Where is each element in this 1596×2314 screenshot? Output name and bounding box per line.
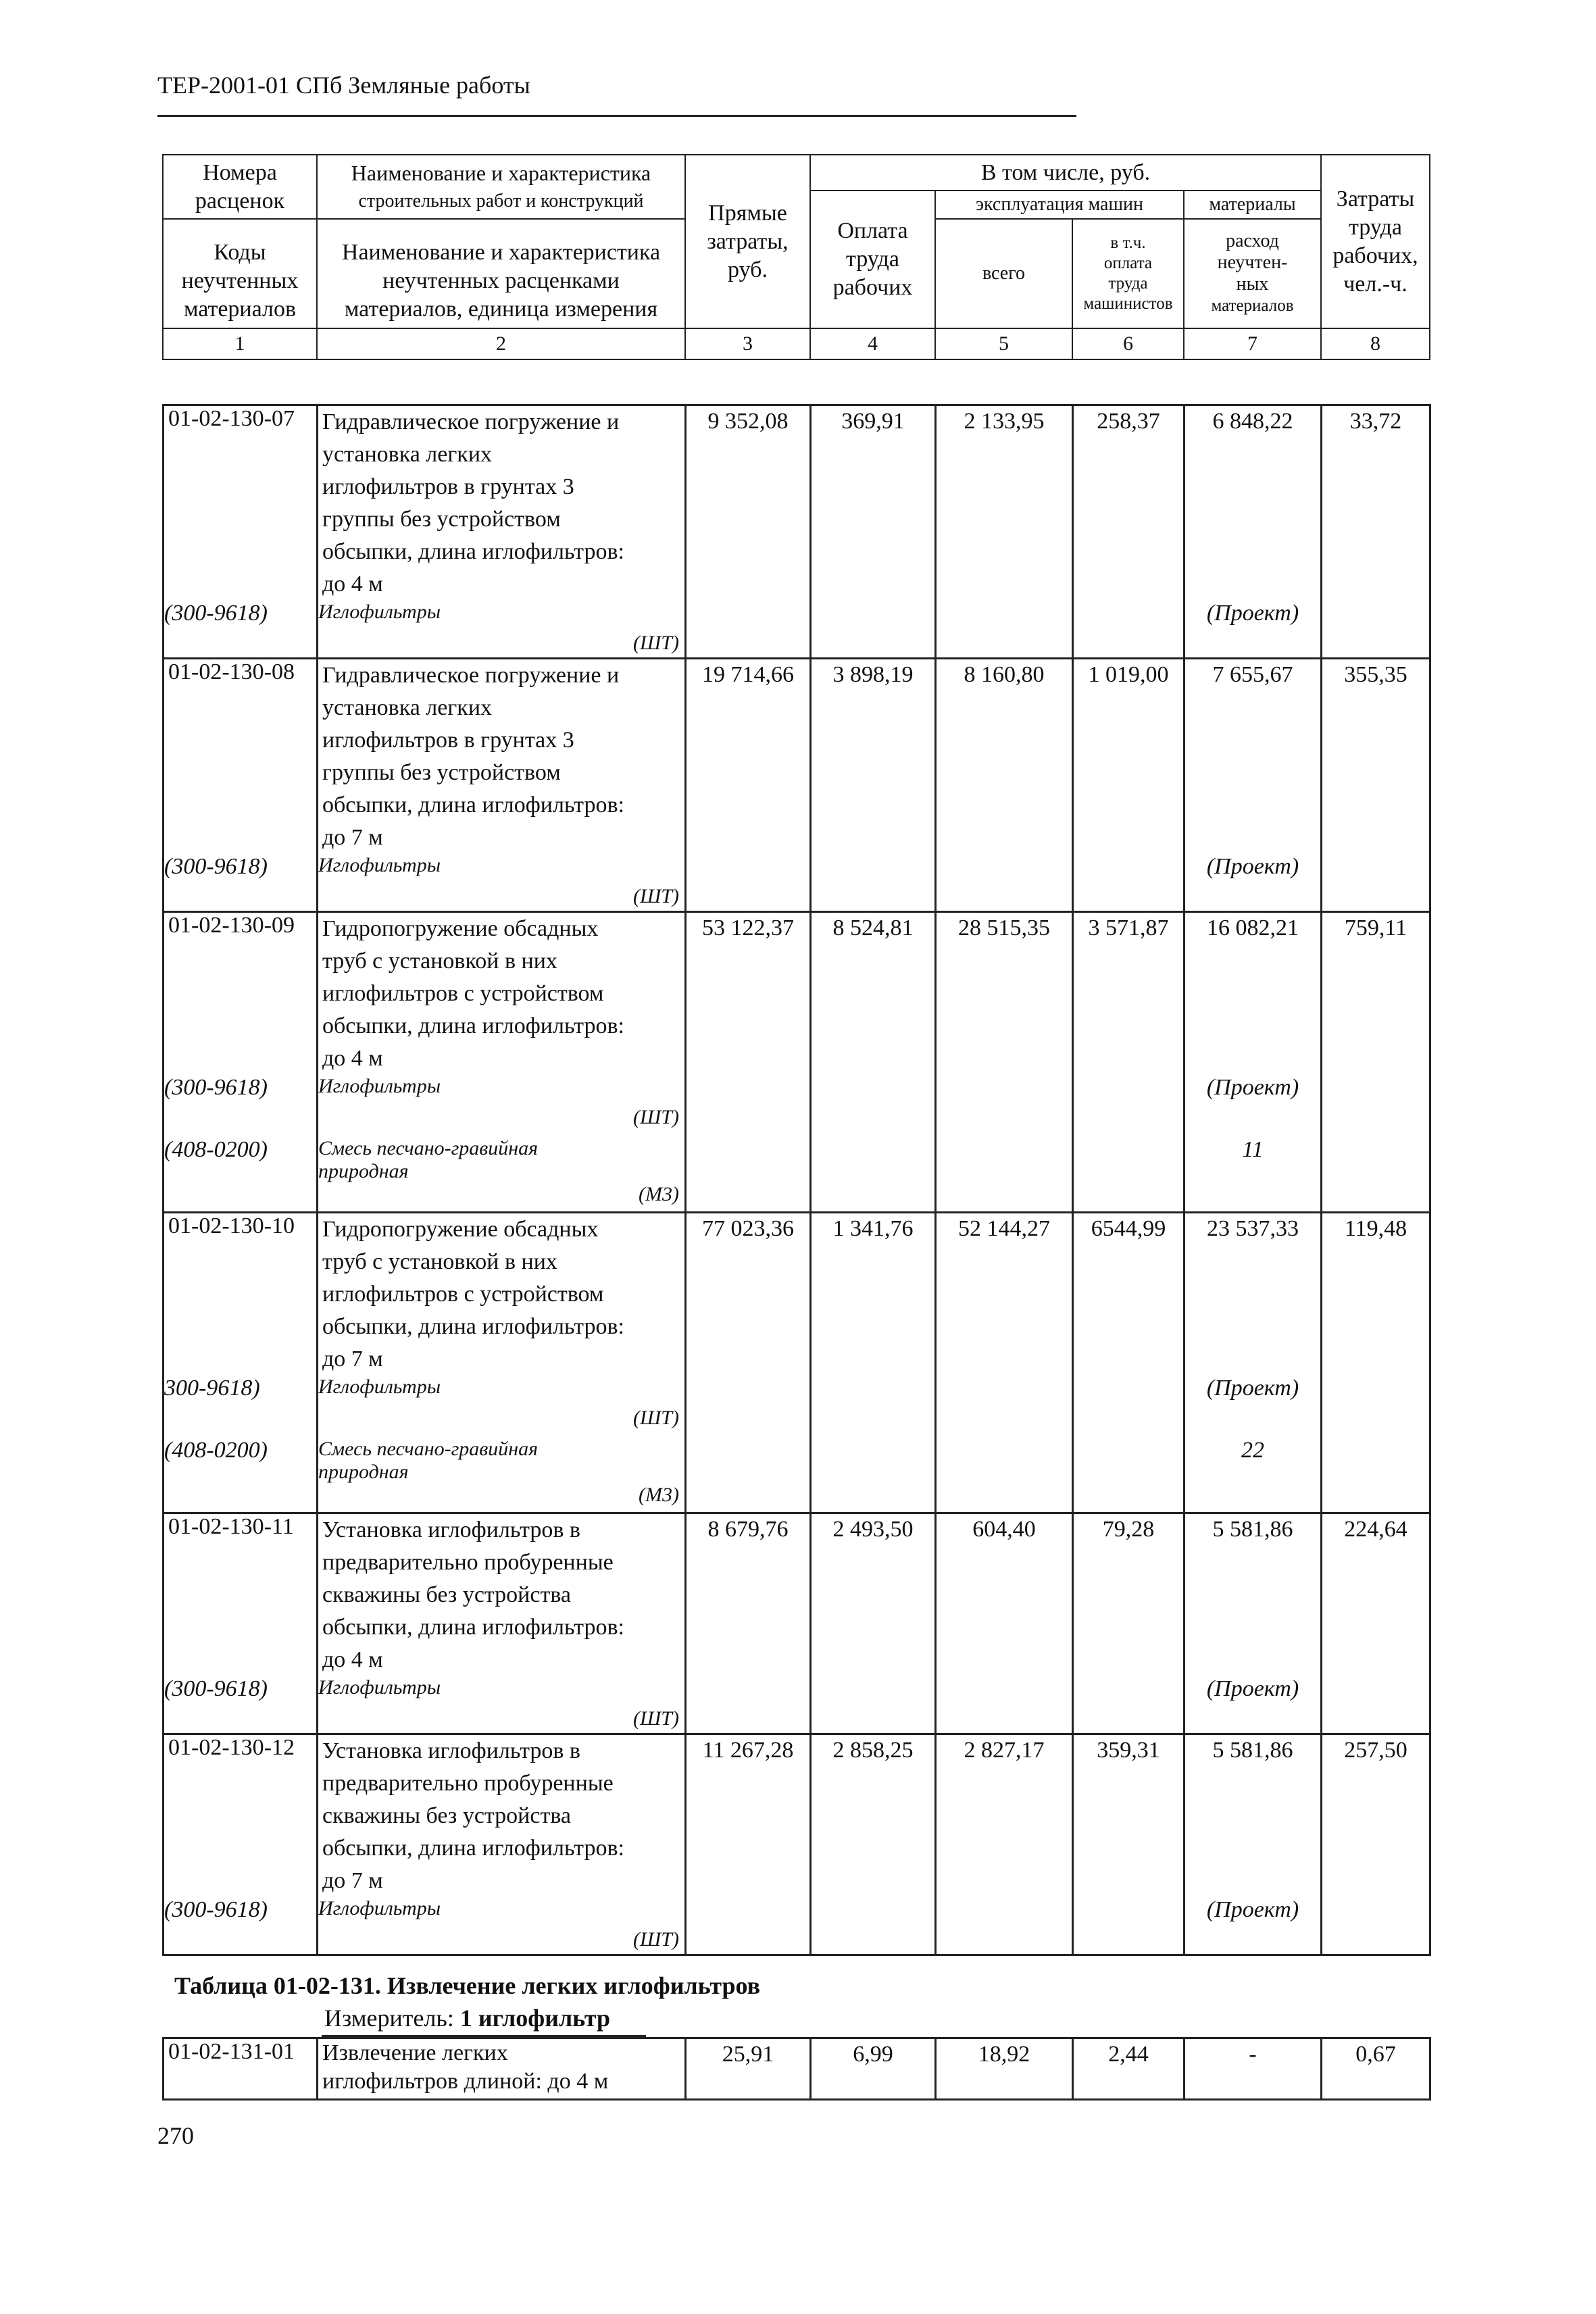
- rate-name: Гидропогружение обсадных труб с установкой в них иглофильтров с устройством обсыпки, длина иглофильтров: до 7 м: [318, 1213, 686, 1376]
- header-cell-group: В том числе, руб.: [810, 155, 1321, 191]
- rate-name: Извлечение легких иглофильтров длиной: до 4 м: [318, 2038, 686, 2100]
- labor-hours: 355,35: [1322, 659, 1430, 855]
- table-header: [162, 154, 1430, 360]
- materials-cost: 16 082,21: [1184, 912, 1322, 1076]
- material-row: [164, 601, 1430, 659]
- material-code: (300-9618): [164, 1075, 318, 1137]
- header-cell-labor-hours: Затраты труда рабочих, чел.-ч.: [1321, 155, 1430, 328]
- rate-name: Гидравлическое погружение и установка легких иглофильтров в грунтах 3 группы без устройством обсыпки, длина иглофильтров: до 4 м: [318, 405, 686, 601]
- rate-code: 01-02-131-01: [164, 2038, 318, 2100]
- operators-pay: 258,37: [1073, 405, 1184, 601]
- col-number: 3: [685, 328, 810, 359]
- header-cell-direct-costs: Прямые затраты, руб.: [685, 155, 810, 328]
- extraction-table: [162, 2037, 1431, 2101]
- header-cell-materials: материалы: [1184, 191, 1321, 219]
- labor-pay: 2 493,50: [811, 1513, 936, 1677]
- material-row: [164, 1075, 1430, 1137]
- col-number: 4: [810, 328, 935, 359]
- page-number: 270: [157, 2122, 194, 2149]
- table-row: [164, 1213, 1430, 1376]
- machines-total: 8 160,80: [936, 659, 1073, 855]
- document-header-title: ТЕР-2001-01 СПб Земляные работы: [157, 72, 530, 99]
- material-row: [164, 1438, 1430, 1513]
- header-cell-machines-total: всего: [935, 219, 1072, 328]
- operators-pay: 2,44: [1073, 2038, 1184, 2100]
- operators-pay: 3 571,87: [1073, 912, 1184, 1076]
- labor-pay: 369,91: [811, 405, 936, 601]
- material-row: [164, 1897, 1430, 1955]
- header-cell-material-name: Наименование и характеристика неучтенных расценками материалов, единица измерения: [317, 219, 685, 328]
- material-qty: (Проект): [1184, 854, 1322, 912]
- rate-code: 01-02-130-12: [164, 1734, 318, 1898]
- header-cell-operators-pay: в т.ч. оплата труда машинистов: [1072, 219, 1184, 328]
- material-code: (300-9618): [164, 854, 318, 912]
- table-row: [164, 1734, 1430, 1898]
- machines-total: 2 133,95: [936, 405, 1073, 601]
- material-name-cell: Иглофильтры (ШТ): [318, 1897, 686, 1955]
- material-code: (300-9618): [164, 1676, 318, 1734]
- col-number: 2: [317, 328, 685, 359]
- operators-pay: 359,31: [1073, 1734, 1184, 1898]
- direct-costs: 19 714,66: [686, 659, 811, 855]
- header-cell-work-name: Наименование и характеристика строительных работ и конструкций: [317, 155, 685, 219]
- table-row: [164, 2038, 1430, 2100]
- material-name-cell: Иглофильтры (ШТ): [318, 1676, 686, 1734]
- material-code: (408-0200): [164, 1137, 318, 1213]
- materials-cost: -: [1184, 2038, 1322, 2100]
- materials-cost: 5 581,86: [1184, 1734, 1322, 1898]
- direct-costs: 9 352,08: [686, 405, 811, 601]
- material-code: (300-9618): [164, 601, 318, 659]
- labor-pay: 3 898,19: [811, 659, 936, 855]
- material-qty: (Проект): [1184, 601, 1322, 659]
- machines-total: 18,92: [936, 2038, 1073, 2100]
- rate-code: 01-02-130-08: [164, 659, 318, 855]
- materials-cost: 7 655,67: [1184, 659, 1322, 855]
- header-cell-labor-pay: Оплата труда рабочих: [810, 191, 935, 328]
- col-number: 1: [163, 328, 317, 359]
- material-name-cell: Иглофильтры (ШТ): [318, 1075, 686, 1137]
- rate-code: 01-02-130-11: [164, 1513, 318, 1677]
- materials-cost: 5 581,86: [1184, 1513, 1322, 1677]
- machines-total: 604,40: [936, 1513, 1073, 1677]
- labor-hours: 33,72: [1322, 405, 1430, 601]
- rate-code: 01-02-130-10: [164, 1213, 318, 1376]
- materials-cost: 23 537,33: [1184, 1213, 1322, 1376]
- material-code: (300-9618): [164, 1897, 318, 1955]
- material-name-cell: Иглофильтры (ШТ): [318, 1376, 686, 1438]
- col-number: 6: [1072, 328, 1184, 359]
- material-qty: (Проект): [1184, 1897, 1322, 1955]
- labor-hours: 0,67: [1322, 2038, 1430, 2100]
- operators-pay: 6544,99: [1073, 1213, 1184, 1376]
- material-name-cell: Иглофильтры (ШТ): [318, 854, 686, 912]
- material-code: 300-9618): [164, 1376, 318, 1438]
- material-row: [164, 854, 1430, 912]
- col-number: 5: [935, 328, 1072, 359]
- measure-line: [324, 2004, 610, 2032]
- direct-costs: 53 122,37: [686, 912, 811, 1076]
- header-cell-materials-consumption: расход неучтен- ных материалов: [1184, 219, 1321, 328]
- direct-costs: 11 267,28: [686, 1734, 811, 1898]
- labor-hours: 257,50: [1322, 1734, 1430, 1898]
- rate-code: 01-02-130-09: [164, 912, 318, 1076]
- operators-pay: 79,28: [1073, 1513, 1184, 1677]
- material-row: [164, 1676, 1430, 1734]
- material-qty: (Проект): [1184, 1376, 1322, 1438]
- table-row: [164, 659, 1430, 855]
- material-name-cell: Иглофильтры (ШТ): [318, 601, 686, 659]
- rates-table: [162, 404, 1431, 1956]
- rate-code: 01-02-130-07: [164, 405, 318, 601]
- table-row: [164, 1513, 1430, 1677]
- material-code: (408-0200): [164, 1438, 318, 1513]
- table-caption: Таблица 01-02-131. Извлечение легких иглофильтров: [174, 1972, 761, 1999]
- material-row: [164, 1376, 1430, 1438]
- header-rule: [157, 115, 1076, 117]
- materials-cost: 6 848,22: [1184, 405, 1322, 601]
- machines-total: 2 827,17: [936, 1734, 1073, 1898]
- material-qty: (Проект): [1184, 1075, 1322, 1137]
- labor-pay: 6,99: [811, 2038, 936, 2100]
- table-row: [164, 912, 1430, 1076]
- material-row: [164, 1137, 1430, 1213]
- direct-costs: 77 023,36: [686, 1213, 811, 1376]
- labor-hours: 224,64: [1322, 1513, 1430, 1677]
- rate-name: Установка иглофильтров в предварительно пробуренные скважины без устройства обсыпки, длина иглофильтров: до 7 м: [318, 1734, 686, 1898]
- labor-pay: 2 858,25: [811, 1734, 936, 1898]
- header-cell-rate-numbers: Номера расценок: [163, 155, 317, 219]
- material-qty: 11: [1184, 1137, 1322, 1213]
- labor-pay: 8 524,81: [811, 912, 936, 1076]
- header-cell-machines: эксплуатация машин: [935, 191, 1184, 219]
- material-name-cell: Смесь песчано-гравийная природная (М3): [318, 1438, 686, 1513]
- table-row: [164, 405, 1430, 601]
- machines-total: 28 515,35: [936, 912, 1073, 1076]
- material-name-cell: Смесь песчано-гравийная природная (М3): [318, 1137, 686, 1213]
- labor-hours: 119,48: [1322, 1213, 1430, 1376]
- operators-pay: 1 019,00: [1073, 659, 1184, 855]
- measure-label: Измеритель:: [324, 2005, 460, 2032]
- material-qty: (Проект): [1184, 1676, 1322, 1734]
- header-cell-material-codes: Коды неучтенных материалов: [163, 219, 317, 328]
- rate-name: Гидропогружение обсадных труб с установкой в них иглофильтров с устройством обсыпки, длина иглофильтров: до 4 м: [318, 912, 686, 1076]
- rate-name: Установка иглофильтров в предварительно пробуренные скважины без устройства обсыпки, длина иглофильтров: до 4 м: [318, 1513, 686, 1677]
- material-qty: 22: [1184, 1438, 1322, 1513]
- measure-value: 1 иглофильтр: [459, 2005, 610, 2032]
- machines-total: 52 144,27: [936, 1213, 1073, 1376]
- col-number: 8: [1321, 328, 1430, 359]
- col-number: 7: [1184, 328, 1321, 359]
- direct-costs: 25,91: [686, 2038, 811, 2100]
- labor-hours: 759,11: [1322, 912, 1430, 1076]
- direct-costs: 8 679,76: [686, 1513, 811, 1677]
- labor-pay: 1 341,76: [811, 1213, 936, 1376]
- rate-name: Гидравлическое погружение и установка легких иглофильтров в грунтах 3 группы без устройством обсыпки, длина иглофильтров: до 7 м: [318, 659, 686, 855]
